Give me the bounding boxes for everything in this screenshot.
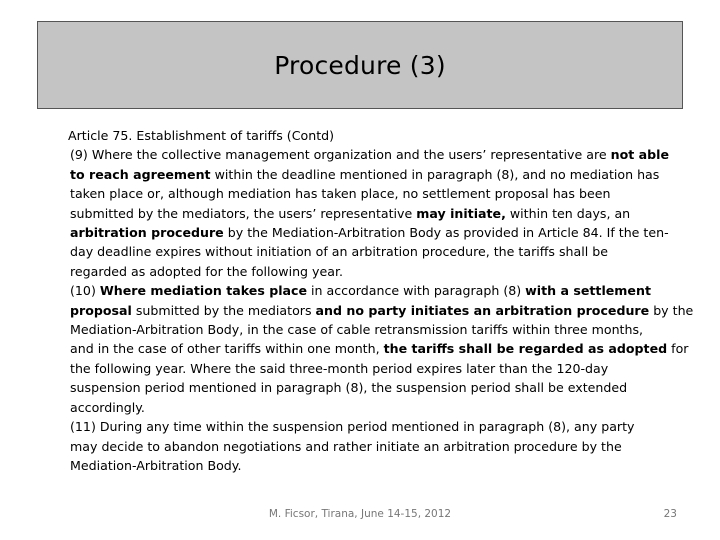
paragraph-line bbox=[70, 204, 692, 223]
bold-text: the tariffs shall be regarded as adopted bbox=[383, 341, 668, 357]
paragraph-line bbox=[70, 320, 692, 339]
text-run: (11) During any time within the suspension period mentioned in paragraph (8), any party bbox=[70, 419, 635, 435]
paragraph-line bbox=[70, 456, 692, 475]
bold-text: may initiate, bbox=[416, 205, 506, 221]
text-run: submitted by the mediators, the users’ representative bbox=[70, 205, 417, 221]
text-run: Mediation-Arbitration Body, in the case of cable retransmission tariffs within three months, bbox=[70, 322, 644, 338]
article-heading: Article 75. Establishment of tariffs (Contd) bbox=[68, 128, 335, 143]
bold-text: proposal bbox=[70, 302, 132, 318]
paragraph-line bbox=[70, 223, 692, 242]
text-run: within the deadline mentioned in paragraph (8), and no mediation has bbox=[210, 166, 660, 182]
paragraph-line bbox=[70, 165, 692, 184]
bold-text: and no party initiates an arbitration procedure bbox=[315, 302, 650, 318]
paragraph-line bbox=[70, 184, 692, 203]
paragraph-10 bbox=[68, 281, 692, 417]
paragraph-line bbox=[70, 262, 692, 281]
text-run: suspension period mentioned in paragraph (8), the suspension period shall be extended bbox=[70, 380, 628, 396]
footer-author: M. Ficsor, Tirana, June 14-15, 2012 bbox=[268, 508, 452, 520]
text-run: day deadline expires without initiation of an arbitration procedure, the tariffs shall be bbox=[70, 244, 608, 260]
paragraph-line bbox=[70, 339, 692, 358]
bold-text: to reach agreement bbox=[70, 166, 211, 182]
paragraph-line bbox=[70, 378, 692, 397]
paragraph-line bbox=[70, 242, 692, 261]
text-run: accordingly. bbox=[70, 399, 145, 415]
text-run: by the Mediation-Arbitration Body as provided in Article 84. If the ten- bbox=[223, 225, 669, 241]
text-run: within ten days, an bbox=[505, 205, 631, 221]
bold-text: not able bbox=[610, 147, 670, 163]
paragraph-line bbox=[70, 145, 692, 164]
text-run: submitted by the mediators bbox=[131, 302, 316, 318]
paragraph-line bbox=[70, 437, 692, 456]
text-run: for bbox=[667, 341, 689, 357]
text-run: Mediation-Arbitration Body. bbox=[70, 457, 242, 473]
paragraph-line bbox=[70, 398, 692, 417]
text-run: (9) Where the collective management organization and the users’ representative are bbox=[70, 147, 611, 163]
paragraph-line bbox=[70, 281, 692, 300]
slide-body bbox=[68, 126, 692, 475]
text-run: the following year. Where the said three-month period expires later than the 120-day bbox=[70, 360, 609, 376]
page-number: 23 bbox=[663, 508, 677, 520]
bold-text: arbitration procedure bbox=[70, 225, 224, 241]
bold-text: with a settlement bbox=[525, 283, 651, 299]
paragraph-11 bbox=[68, 417, 692, 475]
text-run: may decide to abandon negotiations and rather initiate an arbitration procedure by the bbox=[70, 438, 622, 454]
text-run: taken place or, although mediation has taken place, no settlement proposal has been bbox=[70, 186, 611, 202]
bold-text: Where mediation takes place bbox=[99, 283, 308, 299]
title-box bbox=[37, 21, 683, 109]
paragraph-9 bbox=[68, 145, 692, 281]
text-run: in accordance with paragraph (8) bbox=[307, 283, 526, 299]
text-run: (10) bbox=[70, 283, 100, 299]
text-run: and in the case of other tariffs within one month, bbox=[70, 341, 384, 357]
paragraph-line bbox=[70, 301, 692, 320]
slide-title: Procedure (3) bbox=[274, 50, 446, 80]
paragraph-line bbox=[70, 417, 692, 436]
text-run: by the bbox=[649, 302, 694, 318]
paragraph-line bbox=[70, 359, 692, 378]
text-run: regarded as adopted for the following year. bbox=[70, 263, 343, 279]
